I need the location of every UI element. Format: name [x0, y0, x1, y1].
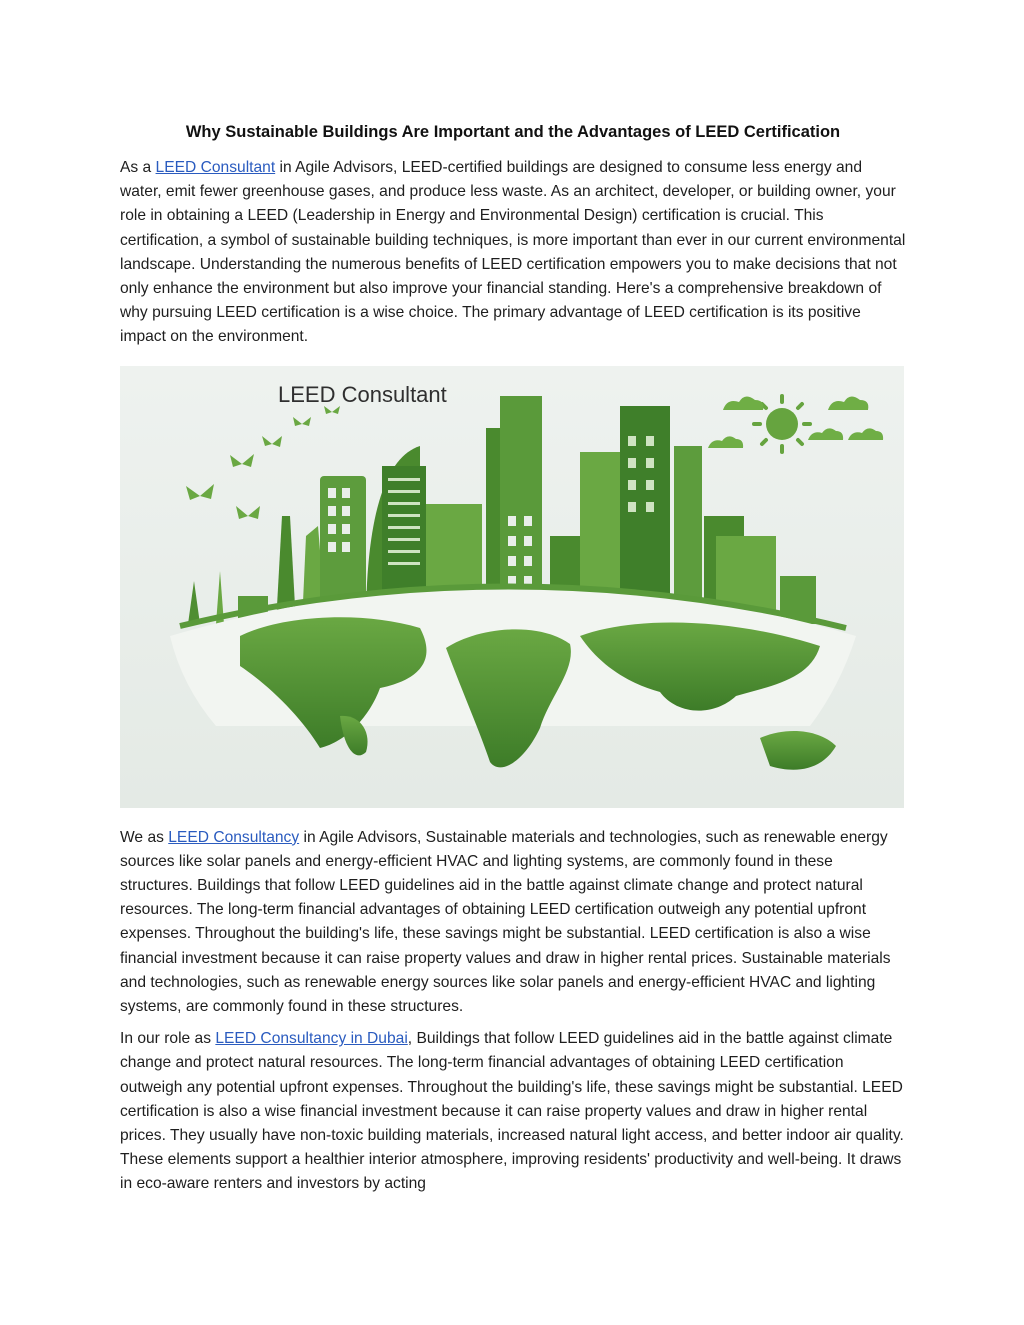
paragraph-consultancy-body: in Agile Advisors, Sustainable materials and technologies, such as renewable energy sources like solar panels and energy-efficient HVAC and lighting systems, are commonly found in these structures. Buildings that follow LEED guidelines aid in the battle against climate change and protect natural resources. The long-term financial advantages of obtaining LEED certification outweigh any potential upfront expenses. Throughout the building's life, these savings might be substantial. LEED certification is also a wise financial investment because it can raise property values and draw in higher rental prices. Sustainable materials and technologies, such as renewable energy sources like solar panels and energy-efficient HVAC and lighting systems, are commonly found in these structures. — [120, 828, 891, 1016]
leed-consultancy-link[interactable]: LEED Consultancy — [168, 828, 300, 846]
leed-consultant-illustration — [120, 366, 904, 808]
document-title: Why Sustainable Buildings Are Important and the Advantages of LEED Certification — [185, 123, 841, 141]
paragraph-intro — [120, 156, 906, 350]
document-page — [120, 120, 906, 1197]
image-caption: LEED Consultant — [278, 381, 447, 407]
leed-consultant-link[interactable]: LEED Consultant — [155, 159, 276, 176]
leed-consultancy-dubai-link[interactable]: LEED Consultancy in Dubai — [215, 1030, 408, 1048]
paragraph-dubai-body: , Buildings that follow LEED guidelines aid in the battle against climate change and protect natural resources. The long-term financial advantages of obtaining LEED certification outweigh any potential upfront expenses. Throughout the building's life, these savings might be substantial. LEED certification is also a wise financial investment because it can raise property values and draw in higher rental prices. They usually have non-toxic building materials, increased natural light access, and better indoor air quality. These elements support a healthier interior atmosphere, improving residents' productivity and well-being. It draws in eco-aware renters and investors by acting — [120, 1030, 904, 1193]
paragraph-intro-pre: As a — [120, 159, 156, 176]
paragraph-dubai-pre: In our role as — [120, 1030, 216, 1048]
paragraph-consultancy — [120, 826, 906, 1020]
paragraph-intro-body: in Agile Advisors, LEED-certified buildings are designed to consume less energy and water, emit fewer greenhouse gases, and produce less waste. As an architect, developer, or building owner, your role in obtaining a LEED (Leadership in Energy and Environmental Design) certification is crucial. This certification, a symbol of sustainable building techniques, is more important than ever in our current environmental landscape. Understanding the numerous benefits of LEED certification empowers you to make decisions that not only enhance the environment but also improve your financial standing. Here's a comprehensive breakdown of why pursuing LEED certification is a wise choice. The primary advantage of LEED certification is its positive impact on the environment. — [120, 159, 906, 346]
paragraph-dubai — [120, 1027, 906, 1196]
green-city-globe-image — [120, 366, 904, 808]
paragraph-consultancy-pre: We as — [120, 828, 169, 846]
